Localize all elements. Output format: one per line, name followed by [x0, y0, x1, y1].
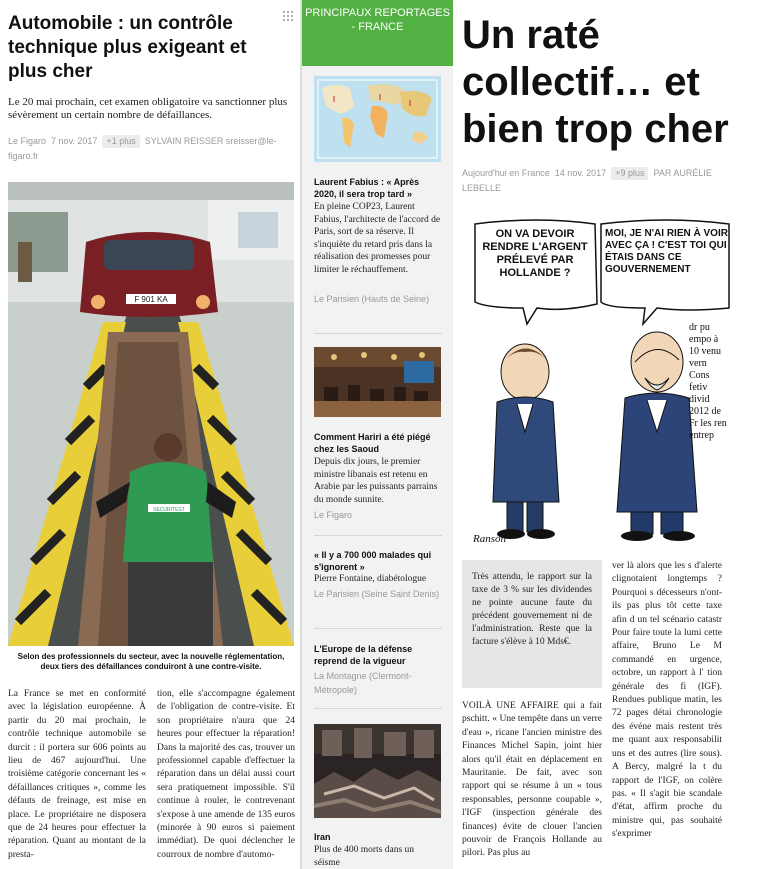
vest-logo: SECURITEST [153, 507, 185, 513]
cartoon-signature: Ranson [473, 533, 506, 545]
left-body-col-2: tion, elle s'accompagne également de l'obligation de contre-visite. Et son propriétaire n'aura que 24 heures pour effectuer la réparation! Dans la majorité des cas, trouver un professionnel capable d'effectuer la réparation dans un délai aussi court sera pratiquement impossible. S'il continue à rouler, le contrevenant s'expose à une amende de 135 euros (minorée à 90 euros si paiement immédiat). De quoi déclencher le courroux de nombre d'automo- [157, 689, 295, 860]
reportage-summary-1: En pleine COP23, Laurent Fabius, l'architecte de l'accord de Paris, sort de sa réserve. Il s'inquiète du retard pris dans la réalisation des promesses pour limiter le réchauffement. [314, 202, 441, 275]
reportages-sidebar [302, 0, 453, 869]
right-article-meta [462, 166, 742, 196]
hariri-thumbnail[interactable] [314, 347, 441, 417]
left-article-lead: Le 20 mai prochain, cet examen obligatoire va sanctionner plus sévèrement un certain nombre de défaillances. [8, 96, 288, 121]
left-plus-badge[interactable]: +1 plus [102, 135, 139, 148]
reportage-source-3: Le Parisien (Seine Saint Denis) [314, 589, 440, 599]
reportage-title-1[interactable]: Laurent Fabius : « Après 2020, il sera trop tard » [314, 177, 420, 199]
left-article-date: 7 nov. 2017 [51, 136, 98, 146]
reportage-source-2: Le Figaro [314, 510, 353, 520]
world-map-thumbnail[interactable] [314, 76, 441, 162]
drag-handle-icon[interactable] [283, 11, 295, 25]
left-article [0, 0, 300, 869]
reportage-title-4[interactable]: L'Europe de la défense reprend de la vigueur [314, 644, 413, 666]
reportage-summary-2: Depuis dix jours, le premier ministre libanais est retenu en Arabie par les puissants parrains du monde sunnite. [314, 457, 438, 505]
left-article-title[interactable]: Automobile : un contrôle technique plus exigeant et plus cher [8, 13, 247, 82]
reportages-header[interactable]: PRINCIPAUX REPORTAGES - FRANCE [302, 0, 453, 66]
right-body-col-1: VOILÀ UNE AFFAIRE qui a fait pschitt. « Une tempête dans un verre d'eau », ricane l'ancien ministre des Finances Michel Sapin, joint hier alors qu'il était en déplacement en Mauritanie. De fait, avec son rapport qui se résume à un « tous responsables, personne coupable », l'IGF (inspection générale des finances) évite de clouer l'ancien pouvoir de François Hollande au pilori. Pas plus au [462, 701, 602, 859]
left-article-meta [8, 134, 293, 164]
right-quote-box: Très attendu, le rapport sur la taxe de 3 % sur les dividendes ne pointe aucune faute du précédent gouvernement ni de l'administration. Reste que la facture s'élève à 10 Mds€. [462, 560, 602, 688]
reportage-divider [314, 708, 442, 709]
reportage-summary-3: Pierre Fontaine, diabétologue [314, 574, 427, 584]
photo-caption: Selon des professionnels du secteur, avec la nouvelle réglementation, deux tiers des défaillances conduiront à une contre-visite. [17, 652, 285, 671]
cartoon-side-text: dr pu empo à 10 venu vern Cons fetiv divid 2012 de Fr les ren entrep [689, 322, 727, 441]
left-article-source[interactable]: Le Figaro [8, 136, 47, 146]
reportage-title-3[interactable]: « Il y a 700 000 malades qui s'ignorent » [314, 550, 432, 572]
license-plate: F 901 KA [134, 295, 168, 304]
right-plus-badge[interactable]: +9 plus [611, 167, 648, 180]
right-body-col-2: ver là alors que les s d'alerte clignotaient longtemps ? Pourquoi s décesseurs n'ont-ils pas plus tôt cette taxe afin d un tel scénario catastr Pour faire toute la lumi cette affaire, Bruno Le M commandé en urgence, octobre, un rapport à l' tion générale des fi (IGF). Rendues publique matin, les 72 pages détai chronologie des événe mais restent très me quant aux responsabilit uns et des autres (lire sous). A Bercy, malgré la t du rapport de l'IGF, on colère pas. « Il s'agit bie scandale d'état, affirm proche du ministre qui, pas souhaité s'exprimer [612, 561, 722, 840]
reportage-divider [314, 535, 442, 536]
right-article-source[interactable]: Aujourd'hui en France [462, 168, 550, 178]
reportage-title-2[interactable]: Comment Hariri a été piégé chez les Saoud [314, 432, 431, 454]
right-title-line-1: Un raté [462, 13, 600, 57]
right-title-line-3: bien trop cher [462, 107, 729, 151]
right-article-author: PAR AURÉLIE LEBELLE [462, 168, 712, 193]
right-title-line-2: collectif… et [462, 60, 700, 104]
reportage-title-5[interactable]: Iran [314, 832, 331, 842]
political-cartoon [467, 212, 729, 550]
left-body-col-1: La France se met en conformité avec la législation européenne. À partir du 20 mai prochain, le contrôle technique automobile se durcit : il portera sur 606 points au lieu de 467 aujourd'hui. Une troisième catégorie concernant les « défaillances critiques », comme les défauts de freinage, est mise en place. Le propriétaire ne disposera que de 24 heures pour effectuer la réparation. Quant au montant de la presta- [8, 689, 146, 860]
reportage-summary-5: Plus de 400 morts dans un séisme [314, 845, 415, 868]
right-article-date: 14 nov. 2017 [554, 168, 607, 178]
right-article [455, 0, 729, 869]
right-article-title[interactable] [462, 12, 762, 153]
reportage-divider [314, 333, 442, 334]
garage-photo [8, 182, 294, 646]
iran-earthquake-thumbnail[interactable] [314, 724, 441, 818]
reportage-divider [314, 628, 442, 629]
cartoon-speech-bubble-2: MOI, JE N'AI RIEN À VOIR AVEC ÇA ! C'EST TOI QUI ÉTAIS DANS CE GOUVERNEMENT [605, 228, 728, 275]
cartoon-speech-bubble-1: ON VA DEVOIR RENDRE L'ARGENT PRÉLEVÉ PAR HOLLANDE ? [482, 228, 588, 279]
reportage-source-4: La Montagne (Clermont-Métropole) [314, 671, 412, 695]
reportage-source-1: Le Parisien (Hauts de Seine) [314, 294, 430, 304]
left-article-author: SYLVAIN REISSER sreisser@le-figaro.fr [8, 136, 277, 161]
